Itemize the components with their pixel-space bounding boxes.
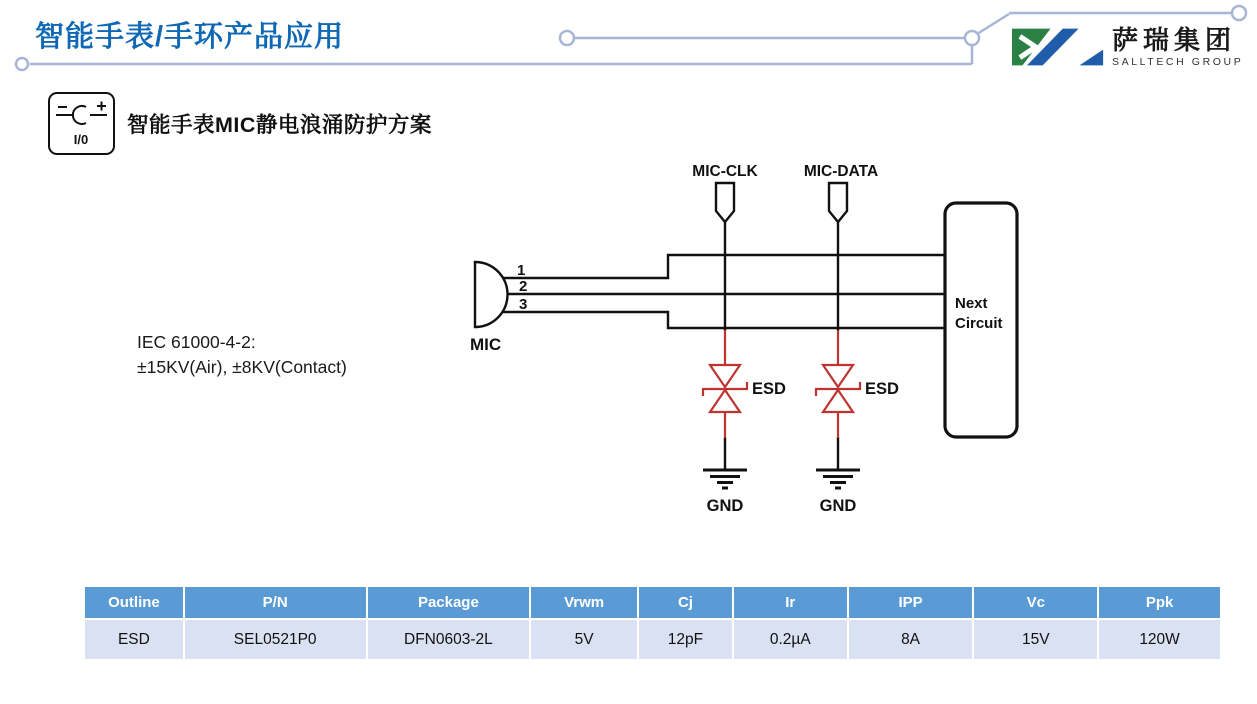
pin-number-2: 2 — [519, 278, 528, 295]
cell-vrwm: 5V — [530, 619, 638, 660]
esd-diode-data — [816, 330, 860, 438]
spec-table-container — [83, 585, 1222, 661]
iec-standard-line2: ±15KV(Air), ±8KV(Contact) — [137, 357, 347, 377]
pin-number-1: 1 — [517, 262, 526, 279]
connector-pin-data — [829, 183, 847, 222]
cell-ppk: 120W — [1098, 619, 1221, 660]
gnd-label-2: GND — [819, 497, 857, 515]
cell-vc: 15V — [973, 619, 1098, 660]
col-header-ipp: IPP — [848, 586, 974, 619]
mic-symbol — [475, 262, 508, 327]
wire-pin3 — [500, 312, 944, 328]
mic-label: MIC — [470, 335, 502, 354]
col-header-cj: Cj — [638, 586, 733, 619]
col-header-outline: Outline — [84, 586, 184, 619]
next-circuit-label-line2: Circuit — [955, 315, 1003, 332]
company-name-en: SALLTECH GROUP — [1112, 56, 1244, 69]
col-header-vc: Vc — [973, 586, 1098, 619]
table-header-row — [84, 586, 1221, 619]
pin-number-3: 3 — [519, 296, 528, 313]
table-row — [84, 619, 1221, 660]
ground-symbol-1 — [703, 470, 747, 488]
section-heading: 智能手表MIC静电浪涌防护方案 — [127, 113, 432, 137]
wire-pin1 — [500, 255, 944, 278]
signal-label-clk: MIC-CLK — [692, 163, 758, 180]
col-header-ir: Ir — [733, 586, 848, 619]
gnd-label-1: GND — [706, 497, 744, 515]
signal-label-data: MIC-DATA — [803, 163, 879, 180]
esd-diode-clk — [703, 330, 747, 438]
col-header-ppk: Ppk — [1098, 586, 1221, 619]
col-header-vrwm: Vrwm — [530, 586, 638, 619]
io-icon-label: I/0 — [73, 132, 89, 147]
next-circuit-label-line1: Next — [955, 295, 988, 312]
iec-standard-line1: IEC 61000-4-2: — [137, 332, 256, 352]
cell-pn: SEL0521P0 — [184, 619, 367, 660]
cell-ir: 0.2µA — [733, 619, 848, 660]
page-title: 智能手表/手环产品应用 — [35, 21, 345, 53]
cell-ipp: 8A — [848, 619, 974, 660]
cell-cj: 12pF — [638, 619, 733, 660]
ground-symbol-2 — [816, 470, 860, 488]
company-name-cn: 萨瑞集团 — [1112, 24, 1237, 55]
cell-outline: ESD — [84, 619, 184, 660]
esd-label-1: ESD — [752, 380, 786, 398]
connector-pin-clk — [716, 183, 734, 222]
esd-label-2: ESD — [865, 380, 899, 398]
col-header-pn: P/N — [184, 586, 367, 619]
cell-package: DFN0603-2L — [367, 619, 531, 660]
iec-standard-note — [137, 330, 347, 380]
spec-table — [83, 585, 1222, 661]
col-header-package: Package — [367, 586, 531, 619]
